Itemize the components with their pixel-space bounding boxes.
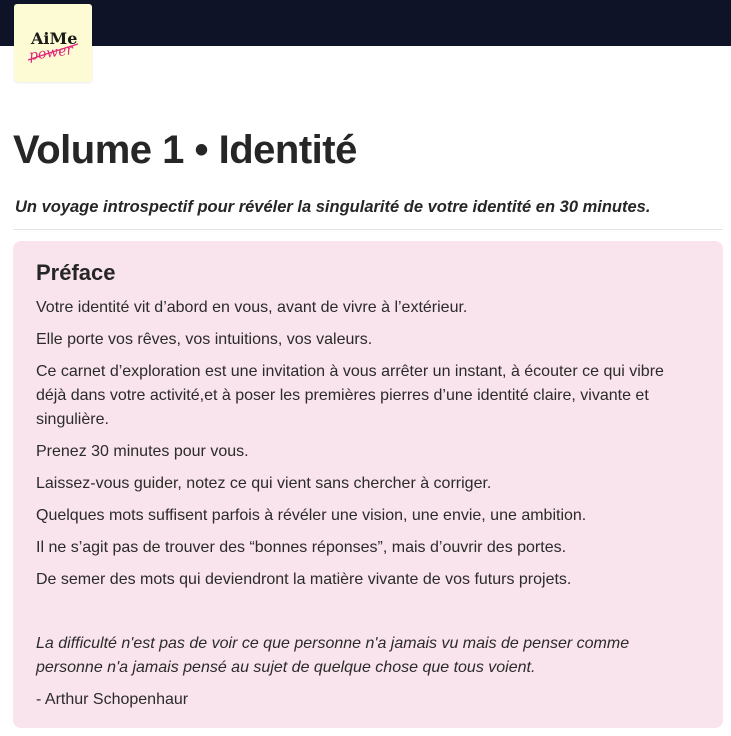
preface-paragraph: De semer des mots qui deviendront la matière vivante de vos futurs projets. <box>36 571 572 588</box>
preface-paragraph: Ce carnet d’exploration est une invitation à vous arrêter un instant, à écouter ce qui vibre déjà dans votre activité,et à poser les premières pierres d’une identité claire, vivante et singulière. <box>36 363 664 428</box>
quote-attribution: - Arthur Schopenhaur <box>36 691 189 708</box>
logo-mark <box>14 4 92 82</box>
preface-quote: La difficulté n'est pas de voir ce que personne n'a jamais vu mais de penser comme personne n'a jamais pensé au sujet de quelque chose que tous voient. <box>36 635 630 676</box>
preface-paragraph: Il ne s’agit pas de trouver des “bonnes réponses”, mais d’ouvrir des portes. <box>36 539 567 556</box>
divider <box>13 229 723 230</box>
preface-paragraph: Votre identité vit d’abord en vous, avant de vivre à l’extérieur. <box>36 299 468 316</box>
page-subtitle: Un voyage introspectif pour révéler la singularité de votre identité en 30 minutes. <box>15 198 651 216</box>
svg-text:AiMe: AiMe <box>31 29 78 48</box>
top-navigation-bar <box>0 0 731 46</box>
preface-card <box>13 241 723 728</box>
aime-power-logo[interactable] <box>14 4 92 82</box>
preface-heading: Préface <box>36 260 116 285</box>
preface-paragraph: Elle porte vos rêves, vos intuitions, vos valeurs. <box>36 331 373 348</box>
preface-paragraph: Quelques mots suffisent parfois à révéler une vision, une envie, une ambition. <box>36 507 587 524</box>
svg-text:power: power <box>27 42 75 65</box>
preface-paragraph: Laissez-vous guider, notez ce qui vient sans chercher à corriger. <box>36 475 492 492</box>
page-title: Volume 1 • Identité <box>13 128 357 172</box>
preface-paragraph: Prenez 30 minutes pour vous. <box>36 443 249 460</box>
